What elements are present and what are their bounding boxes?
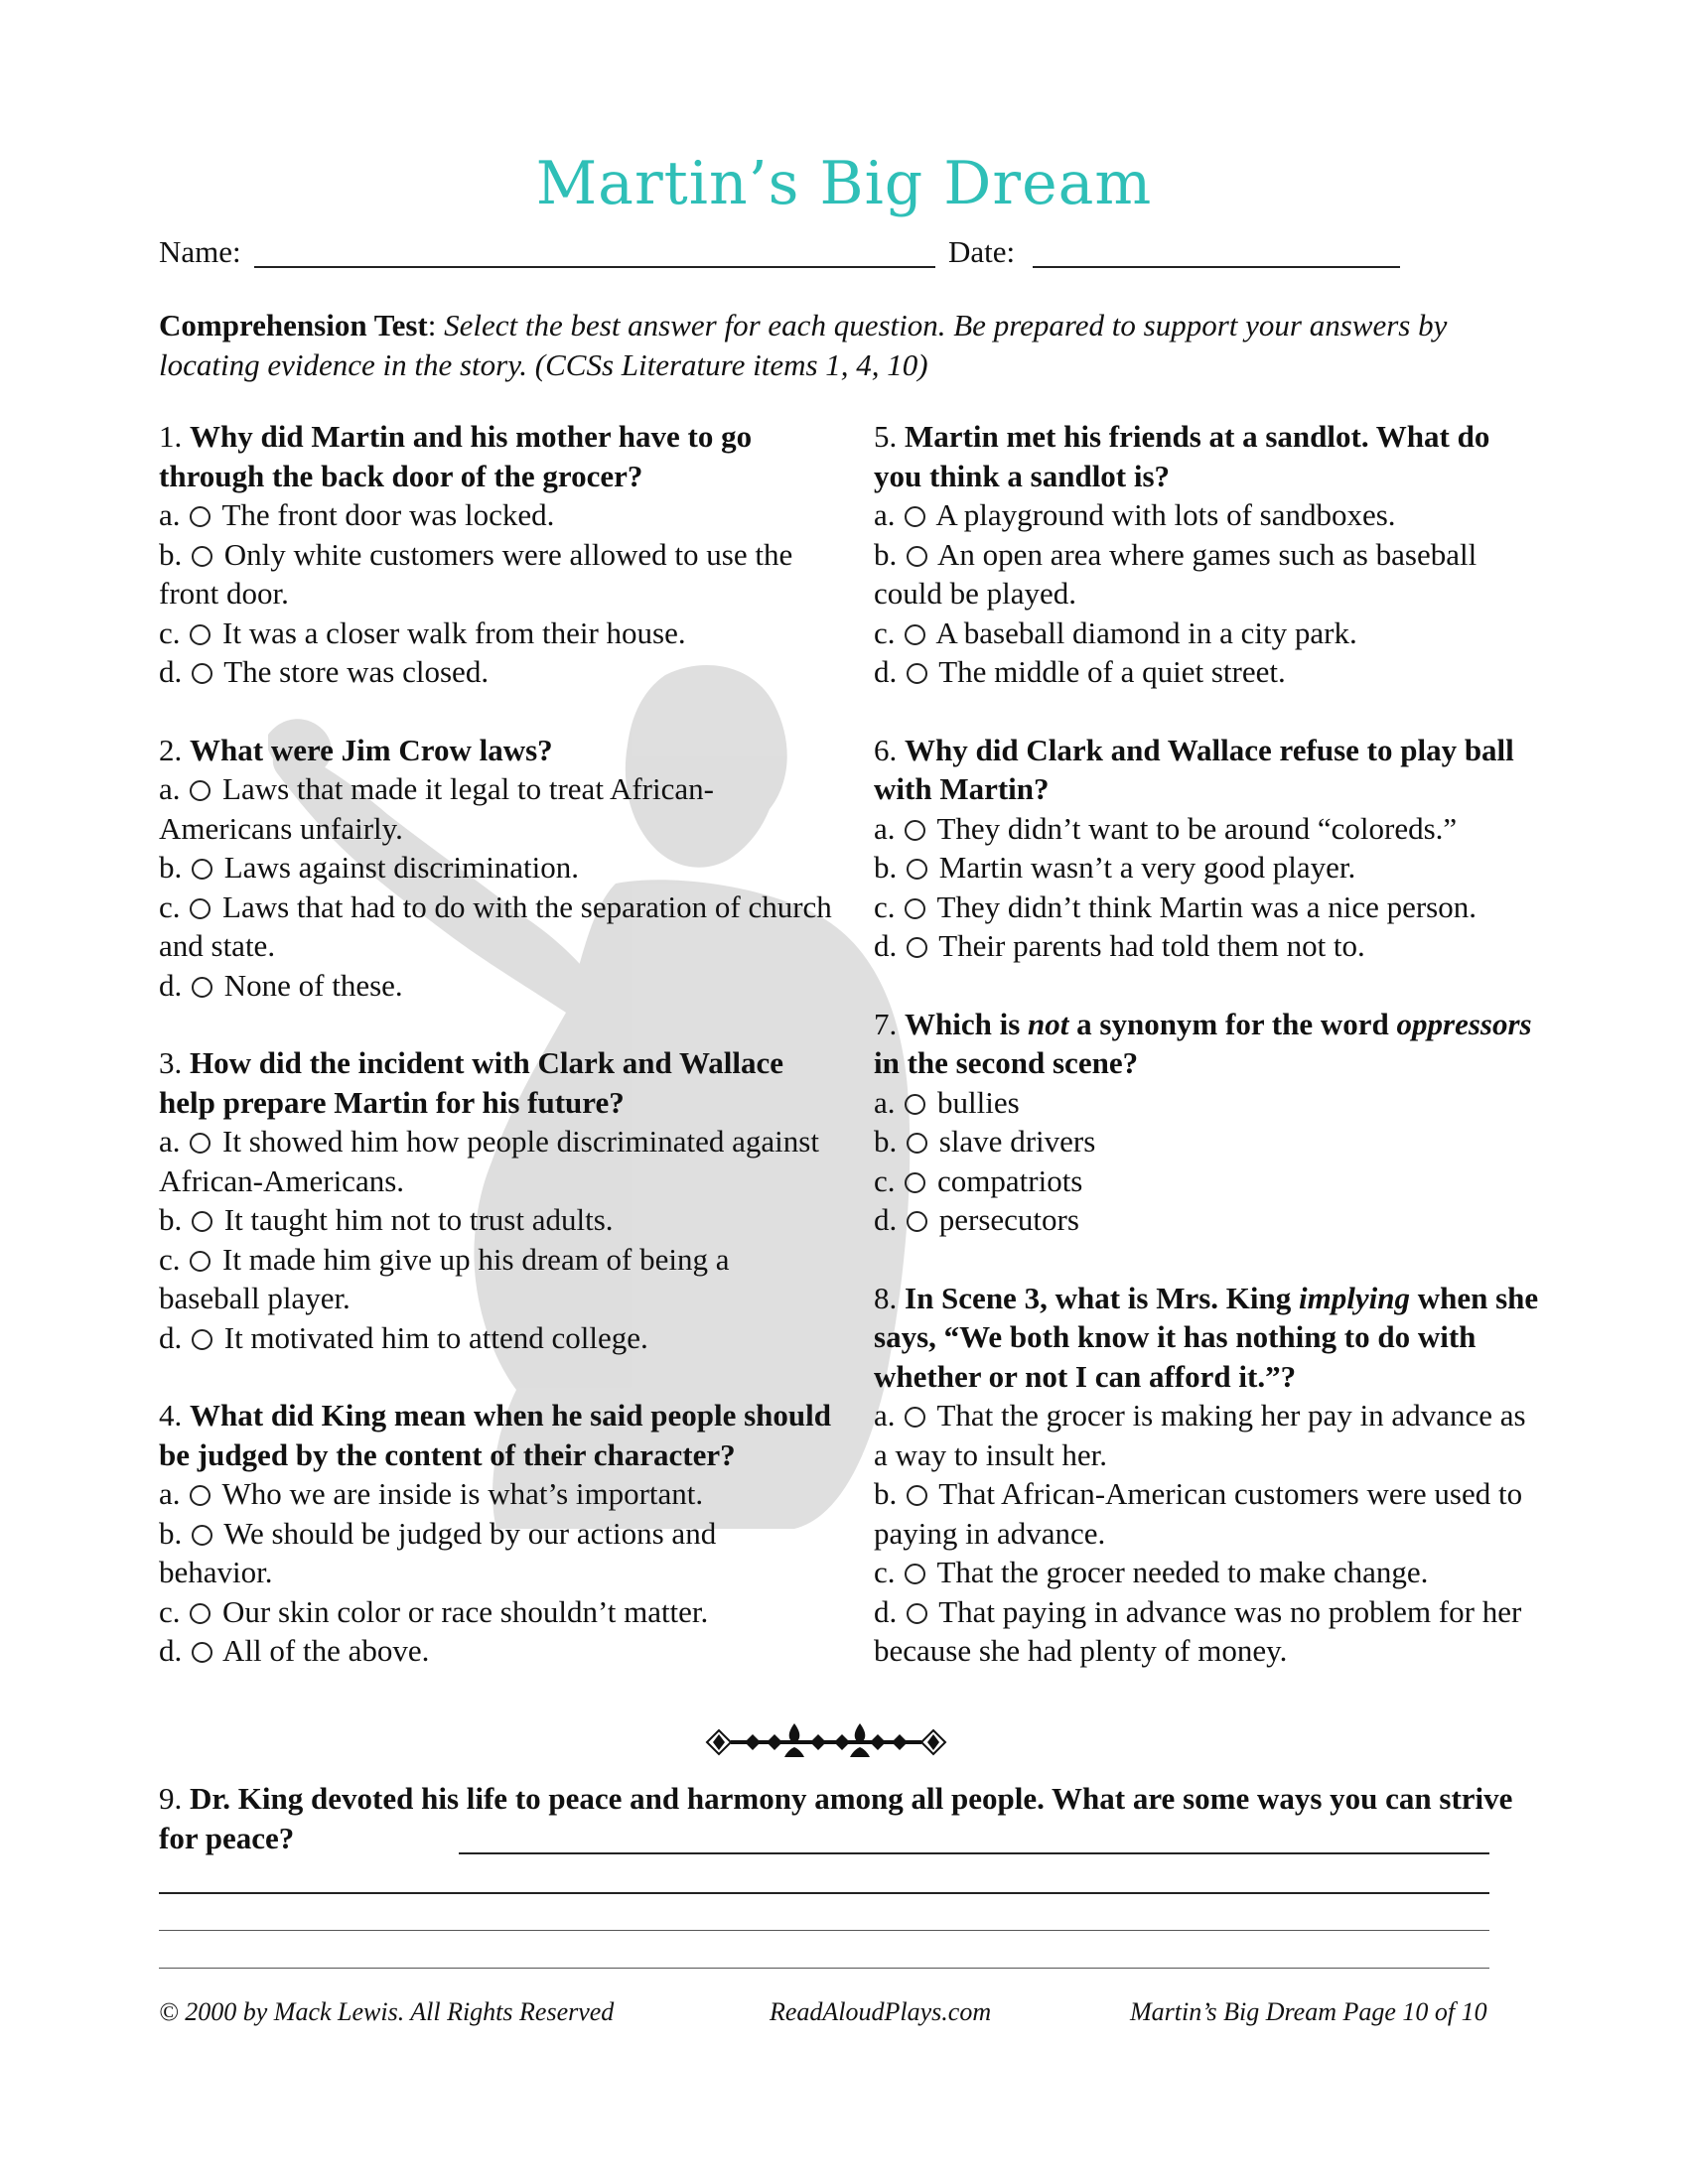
option-text: The front door was locked. <box>221 497 555 532</box>
question-number: 4. <box>159 1398 183 1433</box>
option-letter: a. <box>159 771 181 806</box>
option-letter: a. <box>874 810 896 846</box>
option-text: It made him give up his dream of being a baseball player. <box>159 1241 730 1315</box>
option-letter: c. <box>159 614 181 650</box>
question-9-answer-line-1[interactable] <box>459 1852 1489 1854</box>
answer-bubble-icon[interactable] <box>905 1094 925 1115</box>
option-text: Their parents had told them not to. <box>938 928 1365 963</box>
questions-left-column <box>159 417 834 1709</box>
answer-option[interactable] <box>874 1474 1539 1553</box>
question-number: 7. <box>874 1006 898 1041</box>
answer-bubble-icon[interactable] <box>190 506 211 527</box>
answer-bubble-icon[interactable] <box>192 1211 212 1232</box>
option-text: bullies <box>937 1084 1020 1120</box>
answer-bubble-icon[interactable] <box>192 663 212 684</box>
option-letter: a. <box>874 1398 896 1433</box>
option-letter: c. <box>874 614 896 650</box>
answer-bubble-icon[interactable] <box>190 1133 211 1154</box>
option-letter: b. <box>159 1202 183 1237</box>
answer-option[interactable] <box>159 1631 834 1671</box>
ornament-divider <box>703 1717 949 1767</box>
question-number: 3. <box>159 1045 183 1080</box>
option-text: That the grocer needed to make change. <box>936 1555 1429 1589</box>
answer-option[interactable] <box>159 1240 834 1318</box>
instructions-label: Comprehension Test <box>159 308 428 342</box>
name-date-row <box>159 230 1519 272</box>
answer-option[interactable] <box>159 1122 834 1200</box>
answer-bubble-icon[interactable] <box>905 1564 925 1584</box>
question-stem <box>159 1043 834 1122</box>
answer-option[interactable] <box>874 887 1539 927</box>
answer-bubble-icon[interactable] <box>905 506 925 527</box>
answer-option[interactable] <box>159 887 834 966</box>
option-text: Martin wasn’t a very good player. <box>938 850 1356 885</box>
answer-option[interactable] <box>159 966 834 1006</box>
answer-bubble-icon[interactable] <box>907 937 927 958</box>
question-9-answer-line-3[interactable] <box>159 1930 1489 1931</box>
answer-bubble-icon[interactable] <box>907 663 927 684</box>
option-text: Laws that had to do with the separation of church and state. <box>159 888 832 963</box>
instructions: Comprehension Test: Select the best answer for each question. Be prepared to support your answers by locating evidence in the story. (CCSs Literature items 1, 4, 10) <box>159 308 1448 382</box>
option-text: Only white customers were allowed to use the front door. <box>159 536 793 611</box>
question-stem <box>874 1279 1539 1397</box>
answer-bubble-icon[interactable] <box>190 624 211 645</box>
date-field[interactable] <box>1033 266 1400 268</box>
question-number: 1. <box>159 419 183 454</box>
option-letter: a. <box>159 1476 181 1511</box>
option-letter: c. <box>874 1555 896 1589</box>
answer-bubble-icon[interactable] <box>907 1485 927 1506</box>
answer-option[interactable] <box>874 495 1539 535</box>
question-9-answer-line-4[interactable] <box>159 1968 1489 1969</box>
answer-option[interactable] <box>159 652 834 692</box>
option-letter: a. <box>874 1084 896 1120</box>
question-5 <box>874 417 1539 692</box>
option-letter: a. <box>874 497 896 532</box>
question-8 <box>874 1279 1539 1671</box>
option-letter: b. <box>874 1476 898 1511</box>
option-text: Our skin color or race shouldn’t matter. <box>222 1593 709 1629</box>
question-stem <box>159 731 834 770</box>
answer-bubble-icon[interactable] <box>192 1329 212 1350</box>
option-letter: d. <box>874 928 898 963</box>
name-field[interactable] <box>254 266 935 268</box>
option-text: It taught him not to trust adults. <box>223 1202 614 1237</box>
answer-bubble-icon[interactable] <box>907 1603 927 1624</box>
question-text: Why did Martin and his mother have to go through the back door of the grocer? <box>159 419 753 493</box>
question-9-answer-line-2[interactable] <box>159 1892 1489 1894</box>
option-text: We should be judged by our actions and behavior. <box>159 1515 717 1589</box>
question-9-text: Dr. King devoted his life to peace and harmony among all people. What are some ways you can strive for peace? <box>159 1781 1513 1855</box>
answer-option[interactable] <box>159 848 834 887</box>
answer-bubble-icon[interactable] <box>192 546 212 567</box>
question-3 <box>159 1043 834 1357</box>
option-letter: d. <box>159 1319 183 1355</box>
option-text: The middle of a quiet street. <box>938 654 1286 689</box>
page-title: Martin’s Big Dream <box>535 149 1153 218</box>
answer-option[interactable] <box>159 1474 834 1514</box>
answer-option[interactable] <box>874 809 1539 849</box>
option-letter: c. <box>159 1241 181 1277</box>
option-letter: d. <box>874 1593 898 1629</box>
option-letter: d. <box>159 1633 183 1668</box>
option-text: None of these. <box>223 967 403 1003</box>
option-letter: c. <box>159 1593 181 1629</box>
answer-bubble-icon[interactable] <box>905 820 925 841</box>
answer-bubble-icon[interactable] <box>192 1642 212 1663</box>
option-text: That paying in advance was no problem for her because she had plenty of money. <box>874 1593 1522 1668</box>
option-letter: c. <box>874 888 896 924</box>
answer-bubble-icon[interactable] <box>905 898 925 919</box>
answer-option[interactable] <box>874 1083 1539 1123</box>
answer-option[interactable] <box>874 1592 1539 1671</box>
option-letter: b. <box>874 850 898 885</box>
answer-bubble-icon[interactable] <box>905 1407 925 1428</box>
date-label: Date: <box>948 234 1016 269</box>
question-6 <box>874 731 1539 966</box>
question-stem <box>874 1005 1539 1083</box>
question-7 <box>874 1005 1539 1240</box>
answer-bubble-icon[interactable] <box>190 1603 211 1624</box>
option-text: They didn’t think Martin was a nice person. <box>936 888 1477 924</box>
question-text: Martin met his friends at a sandlot. What do you think a sandlot is? <box>874 419 1490 493</box>
answer-bubble-icon[interactable] <box>905 1172 925 1193</box>
questions-right-column <box>874 417 1539 1709</box>
answer-option[interactable] <box>874 652 1539 692</box>
answer-option[interactable] <box>874 1396 1539 1474</box>
option-letter: d. <box>874 1202 898 1237</box>
option-text: Laws that made it legal to treat African-Americans unfairly. <box>159 771 714 846</box>
answer-bubble-icon[interactable] <box>907 859 927 880</box>
question-9-number: 9. <box>159 1781 183 1816</box>
answer-bubble-icon[interactable] <box>907 1211 927 1232</box>
option-letter: d. <box>874 654 898 689</box>
answer-option[interactable] <box>874 848 1539 887</box>
footer-page-number: Martin’s Big Dream Page 10 of 10 <box>1130 1997 1487 2026</box>
answer-option[interactable] <box>874 614 1539 653</box>
option-letter: b. <box>159 536 183 572</box>
option-letter: b. <box>874 1124 898 1159</box>
question-2 <box>159 731 834 1006</box>
question-text: How did the incident with Clark and Wallace help prepare Martin for his future? <box>159 1045 783 1120</box>
question-number: 2. <box>159 732 183 767</box>
name-label: Name: <box>159 234 241 269</box>
answer-bubble-icon[interactable] <box>192 1525 212 1546</box>
option-text: persecutors <box>938 1202 1079 1237</box>
option-letter: b. <box>159 1515 183 1551</box>
option-text: The store was closed. <box>223 654 490 689</box>
instructions-text: Select the best answer for each question. Be prepared to support your answers by locating evidence in the story. (CCSs Literature items 1, 4, 10) <box>159 308 1448 382</box>
footer-copyright: © 2000 by Mack Lewis. All Rights Reserved <box>159 1997 615 2026</box>
question-number: 8. <box>874 1280 898 1315</box>
option-letter: d. <box>159 967 183 1003</box>
question-stem <box>159 417 834 495</box>
answer-bubble-icon[interactable] <box>905 624 925 645</box>
question-text: In Scene 3, what is Mrs. King implying when she says, “We both know it has nothing to do with whether or not I can afford it.”? <box>874 1280 1539 1394</box>
answer-bubble-icon[interactable] <box>190 1251 211 1272</box>
option-text: slave drivers <box>938 1124 1096 1159</box>
option-text: It was a closer walk from their house. <box>222 614 686 650</box>
answer-option[interactable] <box>159 1592 834 1632</box>
question-text: What were Jim Crow laws? <box>190 732 553 767</box>
option-text: compatriots <box>937 1162 1083 1198</box>
question-text: What did King mean when he said people should be judged by the content of their character? <box>159 1398 832 1472</box>
question-stem <box>874 417 1539 495</box>
answer-option[interactable] <box>874 926 1539 966</box>
question-stem <box>159 1396 834 1474</box>
question-9 <box>159 1779 1519 1858</box>
answer-option[interactable] <box>874 1122 1539 1161</box>
answer-bubble-icon[interactable] <box>190 898 211 919</box>
option-text: That the grocer is making her pay in advance as a way to insult her. <box>874 1398 1526 1472</box>
answer-bubble-icon[interactable] <box>190 780 211 801</box>
question-stem <box>874 731 1539 809</box>
option-letter: a. <box>159 497 181 532</box>
option-text: All of the above. <box>222 1633 430 1668</box>
option-letter: d. <box>159 654 183 689</box>
answer-option[interactable] <box>159 1514 834 1592</box>
answer-option[interactable] <box>874 1161 1539 1201</box>
question-1 <box>159 417 834 692</box>
option-text: It motivated him to attend college. <box>223 1319 648 1355</box>
option-text: Laws against discrimination. <box>223 850 580 885</box>
answer-bubble-icon[interactable] <box>907 1133 927 1154</box>
answer-option[interactable] <box>874 1200 1539 1240</box>
answer-option[interactable] <box>159 1200 834 1240</box>
option-text: An open area where games such as baseball could be played. <box>874 536 1477 611</box>
option-text: It showed him how people discriminated against African-Americans. <box>159 1124 819 1198</box>
answer-option[interactable] <box>159 535 834 614</box>
answer-bubble-icon[interactable] <box>190 1485 211 1506</box>
footer-site-link[interactable]: ReadAloudPlays.com <box>770 1997 992 2026</box>
answer-option[interactable] <box>159 769 834 848</box>
option-letter: b. <box>159 850 183 885</box>
option-text: A playground with lots of sandboxes. <box>935 497 1396 532</box>
answer-option[interactable] <box>874 535 1539 614</box>
question-text: Why did Clark and Wallace refuse to play ball with Martin? <box>874 732 1514 806</box>
option-letter: c. <box>874 1162 896 1198</box>
answer-option[interactable] <box>159 495 834 535</box>
answer-bubble-icon[interactable] <box>192 977 212 998</box>
question-number: 5. <box>874 419 898 454</box>
answer-bubble-icon[interactable] <box>192 859 212 880</box>
option-letter: a. <box>159 1124 181 1159</box>
option-letter: b. <box>874 536 898 572</box>
answer-option[interactable] <box>874 1553 1539 1592</box>
option-text: A baseball diamond in a city park. <box>935 614 1357 650</box>
question-number: 6. <box>874 732 898 767</box>
question-4 <box>159 1396 834 1671</box>
question-text: Which is not a synonym for the word oppressors in the second scene? <box>874 1006 1532 1080</box>
option-text: That African-American customers were used to paying in advance. <box>874 1476 1523 1551</box>
answer-option[interactable] <box>159 614 834 653</box>
option-letter: c. <box>159 888 181 924</box>
answer-bubble-icon[interactable] <box>907 546 927 567</box>
answer-option[interactable] <box>159 1318 834 1358</box>
option-text: Who we are inside is what’s important. <box>221 1476 704 1511</box>
option-text: They didn’t want to be around “coloreds.” <box>936 810 1458 846</box>
